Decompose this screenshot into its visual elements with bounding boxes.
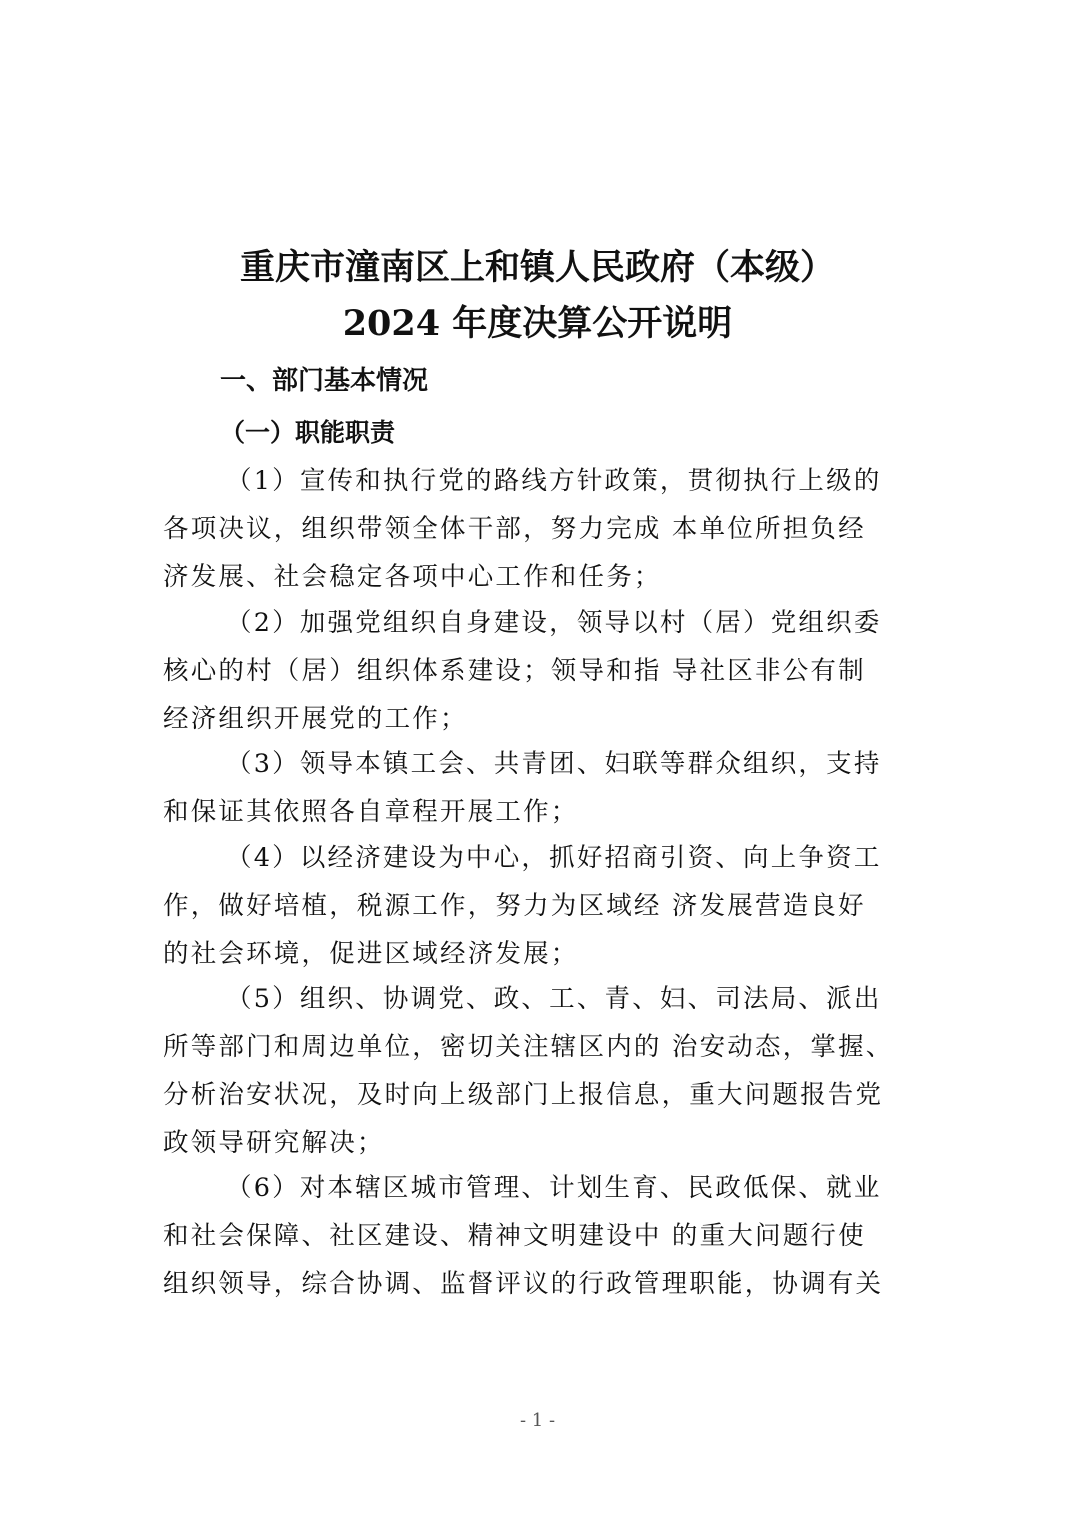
body-line: （5）组织、协调党、政、工、青、妇、司法局、派出 <box>226 984 882 1014</box>
body-line: 和保证其依照各自章程开展工作； <box>163 797 579 827</box>
body-line: 所等部门和周边单位，密切关注辖区内的 治安动态，掌握、 <box>163 1032 894 1062</box>
body-line: 的社会环境，促进区域经济发展； <box>163 939 579 969</box>
subsection-heading: （一）职能职责 <box>220 418 396 447</box>
body-line: 组织领导，综合协调、监督评议的行政管理职能，协调有关 <box>163 1269 884 1299</box>
body-line: 和社会保障、社区建设、精神文明建设中 的重大问题行使 <box>163 1221 866 1251</box>
page-number: - 1 - <box>519 1410 556 1431</box>
body-line: （6）对本辖区城市管理、计划生育、民政低保、就业 <box>226 1173 882 1203</box>
body-line: （1）宣传和执行党的路线方针政策，贯彻执行上级的 <box>226 466 882 496</box>
body-line: （4）以经济建设为中心，抓好招商引资、向上争资工 <box>226 843 882 873</box>
body-line: （3）领导本镇工会、共青团、妇联等群众组织，支持 <box>226 749 882 779</box>
body-line: 经济组织开展党的工作； <box>163 704 468 734</box>
body-line: 政领导研究解决； <box>163 1128 385 1158</box>
body-line: 作，做好培植，税源工作，努力为区域经 济发展营造良好 <box>163 891 866 921</box>
document-title-line-1: 重庆市潼南区上和镇人民政府（本级） <box>239 247 835 288</box>
body-line: 核心的村（居）组织体系建设；领导和指 导社区非公有制 <box>163 656 866 686</box>
document-title-line-2: 2024 年度决算公开说明 <box>342 303 733 344</box>
body-line: 各项决议，组织带领全体干部，努力完成 本单位所担负经 <box>163 514 866 544</box>
body-line: 分析治安状况，及时向上级部门上报信息，重大问题报告党 <box>163 1080 884 1110</box>
body-line: （2）加强党组织自身建设，领导以村（居）党组织委 <box>226 608 882 638</box>
body-line: 济发展、社会稳定各项中心工作和任务； <box>163 562 662 592</box>
section-heading: 一、部门基本情况 <box>220 366 429 396</box>
